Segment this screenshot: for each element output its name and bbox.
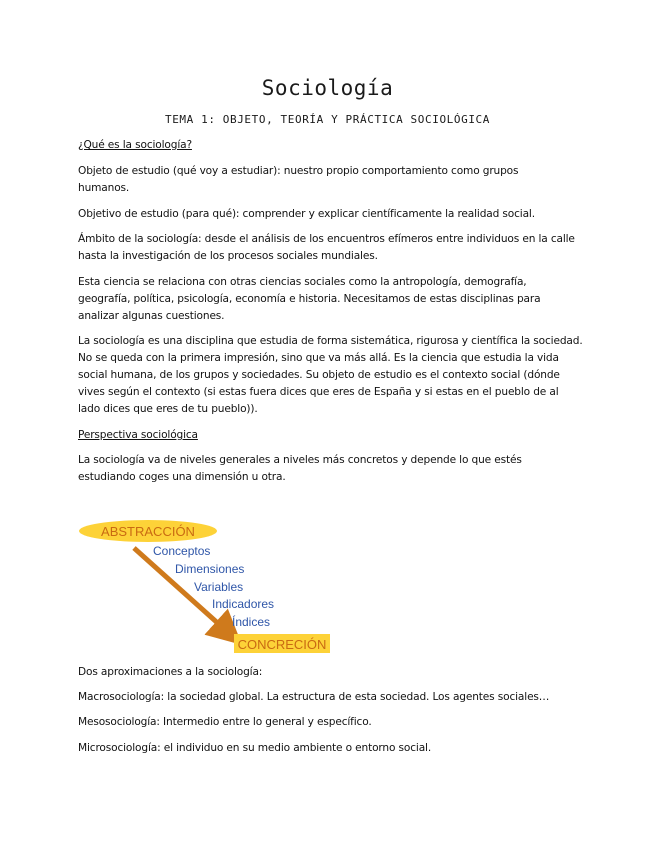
page-subtitle: TEMA 1: OBJETO, TEORÍA Y PRÁCTICA SOCIOLÓGICA <box>164 113 490 126</box>
level-dimensiones: Dimensiones <box>175 562 245 576</box>
abstraction-label: ABSTRACCIÓN <box>101 524 195 539</box>
level-indicadores: Indicadores <box>212 597 275 611</box>
concretion-label: CONCRECIÓN <box>237 637 327 652</box>
paragraph-objetivo: Objetivo de estudio (para qué): comprender y explicar científicamente la realidad social. <box>78 208 535 220</box>
section-heading-que-es: ¿Qué es la sociología? <box>78 139 192 151</box>
paragraph-ambito: Ámbito de la sociología: desde el análisis de los encuentros efímeros entre individuos en la calle hasta la investigación de los procesos sociales mundiales. <box>78 233 575 262</box>
paragraph-micro: Microsociología: el individuo en su medio ambiente o entorno social. <box>78 742 432 754</box>
paragraph-macro: Macrosociología: la sociedad global. La estructura de esta sociedad. Los agentes sociales… <box>78 691 550 703</box>
paragraph-aproximaciones: Dos aproximaciones a la sociología: <box>78 666 263 678</box>
paragraph-ciencias: Esta ciencia se relaciona con otras ciencias sociales como la antropología, demografía, geografía, política, psicología, economía e historia. Necesitamos de estas disciplinas para analizar algunas cuestiones. <box>78 276 541 322</box>
abstraction-concretion-diagram <box>70 512 350 657</box>
paragraph-objeto: Objeto de estudio (qué voy a estudiar): nuestro propio comportamiento como grupos humanos. <box>78 165 519 194</box>
section-heading-perspectiva: Perspectiva sociológica <box>78 429 198 441</box>
paragraph-disciplina: La sociología es una disciplina que estudia de forma sistemática, rigurosa y científica la sociedad. No se queda con la primera impresión, sino que va más allá. Es la ciencia que estudia la vida social humana, de los grupos y sociedades. Su objeto de estudio es el contexto social (dónde vives según el contexto (si estas fuera dices que eres de España y si estas en el pueblo de al lado dices que eres de tu pueblo)). <box>78 335 583 415</box>
paragraph-meso: Mesosociología: Intermedio entre lo general y específico. <box>78 716 372 728</box>
page-title: Sociología <box>261 76 394 100</box>
paragraph-perspectiva: La sociología va de niveles generales a niveles más concretos y depende lo que estés estudiando coges una dimensión u otra. <box>78 454 522 483</box>
level-variables: Variables <box>194 580 244 594</box>
level-indices: Índices <box>232 615 271 629</box>
level-conceptos: Conceptos <box>153 544 211 558</box>
